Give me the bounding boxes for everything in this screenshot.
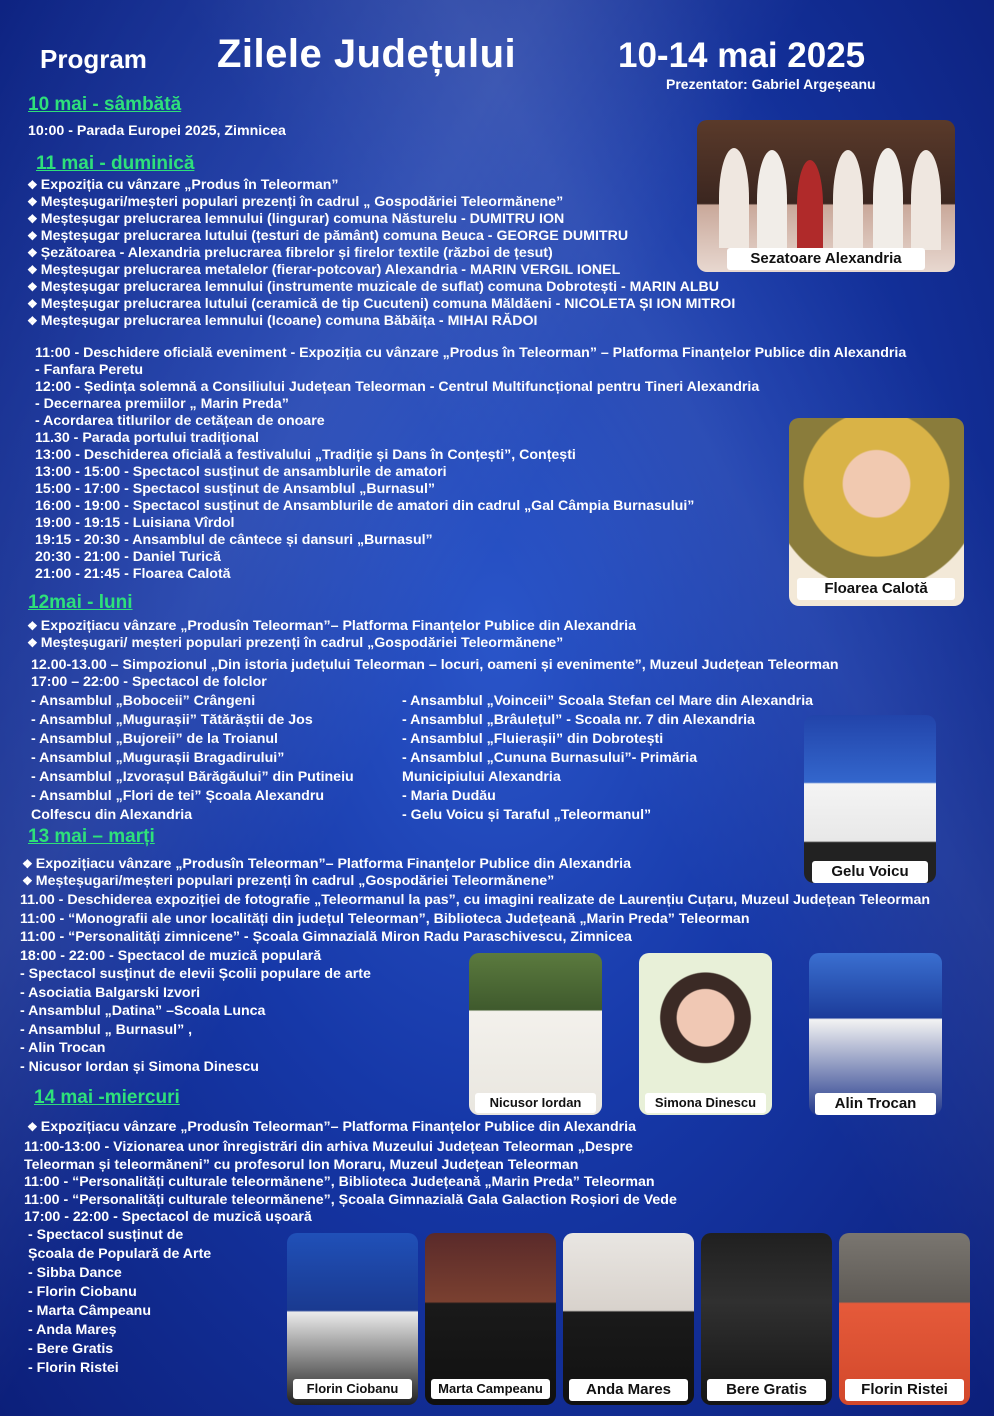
schedule-line: 11:00 - “Personalități culturale teleormănene”, Școala Gimnazială Gala Galaction Roșiori de Vede [24, 1191, 677, 1208]
day-heading-11: 11 mai - duminică [36, 153, 195, 174]
schedule-line: 17:00 – 22:00 - Spectacol de folclor [31, 674, 267, 690]
list-item: - Ansamblul „Bujoreii” de la Troianul [31, 731, 278, 747]
schedule-line: 19:00 - 19:15 - Luisiana Vîrdol [35, 515, 235, 531]
list-item: Școala de Populară de Arte [28, 1246, 212, 1262]
diamond-bullet-icon: ❖ [27, 636, 38, 650]
schedule-line: 20:30 - 21:00 - Daniel Turică [35, 549, 221, 565]
day-heading-14: 14 mai -miercuri [34, 1087, 180, 1108]
list-item: - Florin Ciobanu [28, 1284, 137, 1300]
schedule-line: 12.00-13.00 – Simpozionul „Din istoria județului Teleorman – locuri, oameni și evenimente”, Muzeul Județean Teleorman [31, 657, 839, 673]
photo-caption: Anda Mares [569, 1379, 688, 1401]
page-title: Zilele Județului [217, 32, 517, 76]
list-item: Municipiului Alexandria [402, 769, 561, 785]
day-heading-13: 13 mai – marți [28, 826, 155, 847]
photo-alin-trocan [809, 953, 942, 1115]
list-item: - Gelu Voicu și Taraful „Teleormanul” [402, 807, 652, 823]
list-item: ❖ Meșteșugari/meșteri populari prezenți în cadrul „Gospodăriei Teleormănene” [22, 873, 555, 889]
photo-florin-ciobanu [287, 1233, 418, 1405]
schedule-line: - Ansamblul „ Burnasul” , [20, 1021, 193, 1038]
diamond-bullet-icon: ❖ [27, 280, 38, 294]
ensemble-list-left [31, 693, 354, 826]
schedule-line: - Alin Trocan [20, 1040, 106, 1056]
list-item: - Marta Câmpeanu [28, 1303, 151, 1319]
day-heading-12: 12mai - luni [28, 592, 133, 613]
schedule-line: - Nicusor Iordan și Simona Dinescu [20, 1058, 259, 1075]
schedule-line: 18:00 - 22:00 - Spectacol de muzică populară [20, 947, 322, 964]
ensemble-list-right [402, 693, 813, 826]
list-item: ❖ Meșteșugar prelucrarea lutului (țesturi de pământ) comuna Beuca - GEORGE DUMITRU [27, 228, 629, 244]
photo-marta-campeanu [425, 1233, 556, 1405]
list-item: - Bere Gratis [28, 1341, 114, 1357]
photo-nicusor-iordan [469, 953, 602, 1115]
schedule-line: 13:00 - 15:00 - Spectacol susținut de ansamblurile de amatori [35, 464, 447, 480]
schedule-line: 17:00 - 22:00 - Spectacol de muzică ușoară [24, 1209, 312, 1225]
list-item: - Sibba Dance [28, 1265, 122, 1281]
day-heading-10: 10 mai - sâmbătă [28, 94, 182, 115]
schedule-12 [31, 657, 839, 691]
schedule-line: 11.30 - Parada portului tradițional [35, 430, 259, 446]
list-item: - Ansamblul „Brâulețul” - Scoala nr. 7 din Alexandria [402, 712, 755, 728]
schedule-line: - Fanfara Peretu [35, 362, 144, 378]
list-item: - Ansamblul „Mugurașii” Tătărăștii de Jos [31, 712, 313, 728]
list-item: ❖ Meșteșugar prelucrarea lutului (ceramică de tip Cucuteni) comuna Măldăeni - NICOLETA ȘI ION MITROI [27, 296, 736, 312]
presenter: Prezentator: Gabriel Argeșeanu [666, 76, 876, 92]
list-item: ❖ Meșteșugari/meșteri populari prezenți în cadrul „ Gospodăriei Teleormănene” [27, 194, 564, 210]
diamond-bullet-icon: ❖ [22, 857, 33, 871]
list-item: - Florin Ristei [28, 1360, 119, 1376]
list-item: ❖ Expoziția cu vânzare „Produs în Teleorman” [27, 177, 339, 193]
schedule-line: 11:00 - “Monografii ale unor localități din județul Teleorman”, Biblioteca Județeană „Marin Preda” Teleorman [20, 910, 750, 927]
schedule-line: - Decernarea premiilor „ Marin Preda” [35, 396, 289, 412]
diamond-bullet-icon: ❖ [27, 619, 38, 633]
photo-caption: Gelu Voicu [812, 861, 928, 883]
schedule-line: - Asociatia Balgarski Izvori [20, 984, 201, 1001]
schedule-line: 10:00 - Parada Europei 2025, Zimnicea [28, 123, 286, 139]
list-item: - Ansamblul „Fluierașii” din Dobrotești [402, 731, 664, 747]
photo-caption: Bere Gratis [707, 1379, 826, 1401]
photo-sezatoare [697, 120, 955, 272]
diamond-bullet-icon: ❖ [27, 229, 38, 243]
photo-bere-gratis [701, 1233, 832, 1405]
photo-caption: Alin Trocan [815, 1093, 936, 1115]
schedule-line: 13:00 - Deschiderea oficială a festivalului „Tradiție și Dans în Conțești”, Conțești [35, 447, 576, 463]
list-item: - Ansamblul „Cununa Burnasului”- Primăria [402, 750, 698, 766]
schedule-line: 15:00 - 17:00 - Spectacol susținut de Ansamblul „Burnasul” [35, 481, 435, 497]
schedule-line: 11.00 - Deschiderea expoziției de fotografie „Teleormanul la pas”, cu imagini realizate de Laurențiu Cuțaru, Muzeul Județean Teleorman [20, 892, 931, 908]
schedule-line: - Ansamblul „Datina” –Scoala Lunca [20, 1003, 266, 1019]
bullet-list-13 [22, 856, 631, 890]
bullet-list-14 [27, 1119, 636, 1136]
photo-floarea-calota [789, 418, 964, 606]
photo-caption: Floarea Calotă [797, 578, 955, 600]
event-dates: 10-14 mai 2025 [618, 36, 866, 75]
photo-caption: Florin Ciobanu [293, 1379, 412, 1399]
bullet-list-12 [27, 618, 636, 652]
list-item: ❖ Expozițiacu vânzare „Produsîn Teleorman”– Platforma Finanțelor Publice din Alexandria [22, 856, 631, 872]
schedule-line: 19:15 - 20:30 - Ansamblul de cântece și dansuri „Burnasul” [35, 532, 433, 548]
schedule-line: 11:00 - “Personalități culturale teleormănene”, Biblioteca Județeană „Marin Preda” Teleorman [24, 1174, 655, 1190]
list-item: ❖ Meșteșugar prelucrarea lemnului (Icoane) comuna Băbăița - MIHAI RĂDOI [27, 313, 538, 329]
diamond-bullet-icon: ❖ [27, 1120, 38, 1134]
diamond-bullet-icon: ❖ [27, 263, 38, 277]
header [0, 32, 994, 102]
diamond-bullet-icon: ❖ [22, 874, 33, 888]
photo-caption: Simona Dinescu [645, 1093, 766, 1113]
list-item: - Ansamblul „Izvorașul Bărăgăului” din Putineiu [31, 769, 354, 785]
schedule-line: 11:00-13:00 - Vizionarea unor înregistrări din arhiva Muzeului Județean Teleorman „Despre [24, 1139, 633, 1155]
schedule-line: 16:00 - 19:00 - Spectacol susținut de Ansamblurile de amatori din cadrul „Gal Câmpia Burnasului” [35, 498, 695, 514]
list-item: ❖ Expozițiacu vânzare „Produsîn Teleorman”– Platforma Finanțelor Publice din Alexandria [27, 618, 636, 634]
list-item: ❖ Expozițiacu vânzare „Produsîn Teleorman”– Platforma Finanțelor Publice din Alexandria [27, 1119, 636, 1135]
performer-list-14 [28, 1227, 211, 1379]
photo-caption: Sezatoare Alexandria [727, 248, 925, 270]
schedule-line: Teleorman și teleormăneni” cu profesorul Ion Moraru, Muzeul Județean Teleorman [24, 1156, 579, 1173]
list-item: ❖ Meșteșugar prelucrarea lemnului (lingurar) comuna Năsturelu - DUMITRU ION [27, 211, 565, 227]
photo-caption: Florin Ristei [845, 1379, 964, 1401]
diamond-bullet-icon: ❖ [27, 314, 38, 328]
photo-caption: Nicusor Iordan [475, 1093, 596, 1113]
list-item: ❖ Șezătoarea - Alexandria prelucrarea fibrelor și firelor textile (război de țesut) [27, 245, 553, 261]
list-item: ❖ Meșteșugar prelucrarea metalelor (fierar-potcovar) Alexandria - MARIN VERGIL IONEL [27, 262, 621, 278]
list-item: - Ansamblul „Mugurașii Bragadirului” [31, 750, 285, 766]
photo-caption: Marta Campeanu [431, 1379, 550, 1399]
program-label: Program [40, 44, 147, 74]
schedule-line: 11:00 - Deschidere oficială eveniment - Expoziția cu vânzare „Produs în Teleorman” – Platforma Finanțelor Publice din Alexandria [35, 345, 907, 361]
diamond-bullet-icon: ❖ [27, 195, 38, 209]
diamond-bullet-icon: ❖ [27, 212, 38, 226]
schedule-line: 11:00 - “Personalități zimnicene” - Școala Gimnazială Miron Radu Paraschivescu, Zimnicea [20, 929, 632, 945]
bullet-list-11 [27, 177, 735, 330]
schedule-11 [35, 345, 906, 583]
list-item: ❖ Meșteșugar prelucrarea lemnului (instrumente muzicale de suflat) comuna Dobrotești - MARIN ALBU [27, 279, 719, 295]
list-item: - Spectacol susținut de [28, 1227, 184, 1243]
photo-simona-dinescu [639, 953, 772, 1115]
list-item: Colfescu din Alexandria [31, 807, 193, 823]
photo-anda-mares [563, 1233, 694, 1405]
schedule-line: 12:00 - Ședința solemnă a Consiliului Județean Teleorman - Centrul Multifuncțional pentru Tineri Alexandria [35, 379, 760, 395]
list-item: - Ansamblul „Flori de tei” Școala Alexandru [31, 788, 325, 804]
schedule-line: - Acordarea titlurilor de cetățean de onoare [35, 413, 325, 429]
photo-florin-ristei [839, 1233, 970, 1405]
list-item: - Ansamblul „Voinceii” Scoala Stefan cel Mare din Alexandria [402, 693, 814, 709]
schedule-14 [24, 1139, 677, 1227]
diamond-bullet-icon: ❖ [27, 178, 38, 192]
schedule-line: 21:00 - 21:45 - Floarea Calotă [35, 566, 231, 582]
photo-gelu-voicu [804, 715, 936, 883]
schedule-line: - Spectacol susținut de elevii Școlii populare de arte [20, 966, 371, 982]
list-item: ❖ Meșteșugari/ meșteri populari prezenți în cadrul „Gospodăriei Teleormănene” [27, 635, 564, 651]
diamond-bullet-icon: ❖ [27, 246, 38, 260]
diamond-bullet-icon: ❖ [27, 297, 38, 311]
list-item: - Maria Dudău [402, 788, 496, 804]
list-item: - Anda Mareș [28, 1322, 117, 1338]
list-item: - Ansamblul „Boboceii” Crângeni [31, 693, 256, 709]
